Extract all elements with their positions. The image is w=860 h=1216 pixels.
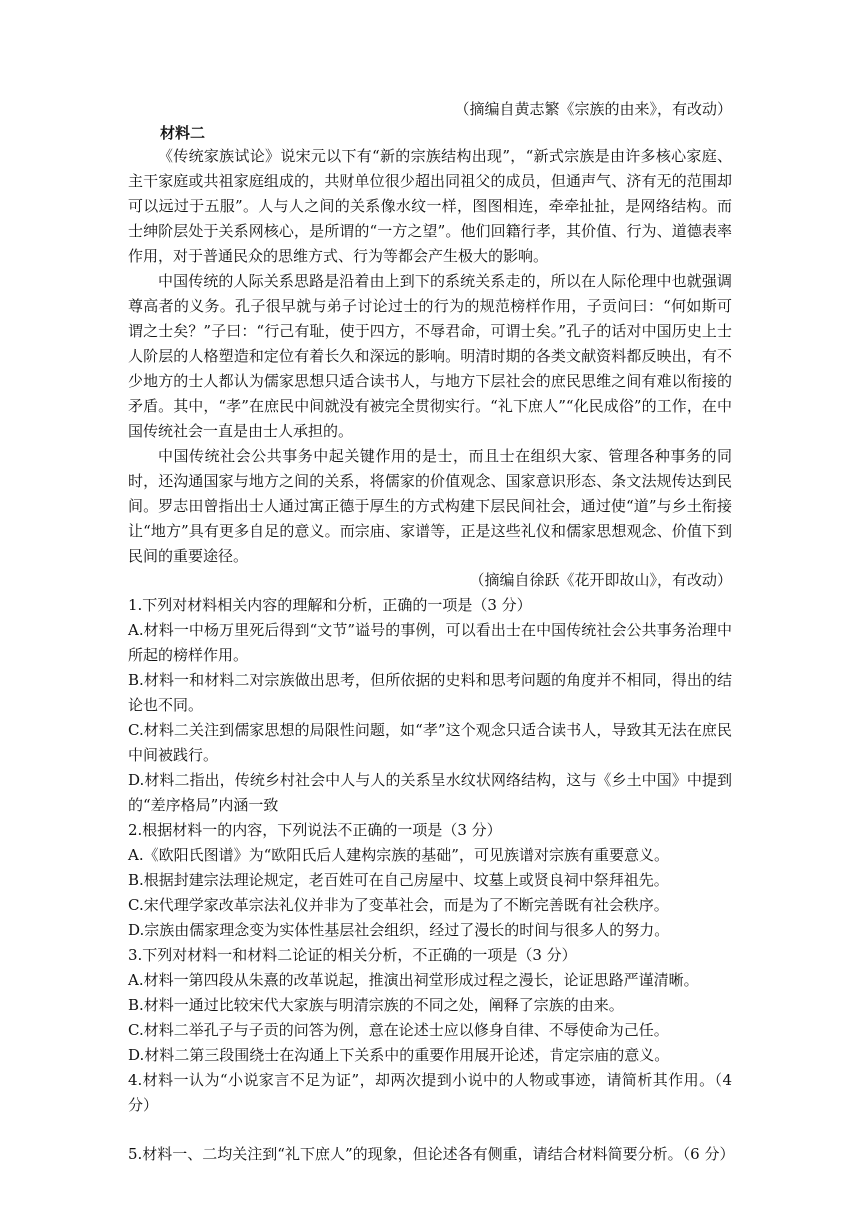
question-stem: 2.根据材料一的内容，下列说法不正确的一项是（3 分） <box>128 821 502 839</box>
material-2-heading: 材料二 <box>160 124 206 142</box>
question-option: D.材料二指出，传统乡村社会中人与人的关系呈水纹状网络结构，这与《乡土中国》中提到的“差序格局”内涵一致 <box>128 771 732 814</box>
question-stem: 1.下列对材料相关内容的理解和分析，正确的一项是（3 分） <box>128 596 532 614</box>
question-stem: 3.下列对材料一和材料二论证的相关分析，不正确的一项是（3 分） <box>128 946 577 964</box>
question-4 <box>128 1068 732 1118</box>
question-option: D.宗族由儒家理念变为实体性基层社会组织，经过了漫长的时间与很多人的努力。 <box>128 921 670 939</box>
question-option: B.材料一通过比较宋代大家族与明清宗族的不同之处，阐释了宗族的由来。 <box>128 996 624 1014</box>
material-2-paragraph: 《传统家族试论》说宋元以下有“新的宗族结构出现”，“新式宗族是由许多核心家庭、主干家庭或共祖家庭组成的，共财单位很少超出同祖父的成员，但通声气、济有无的范围却可以远过于五服”。人与人之间的关系像水纹一样，图图相连，牵牵扯扯，是网络结构。而士绅阶层处于关系网核心，是所谓的“一方之望”。他们回籍行孝，其价值、行为、道德表率作用，对于普通民众的思维方式、行为等都会产生极大的影响。 <box>128 147 732 265</box>
material-2-paragraph: 中国传统的人际关系思路是沿着由上到下的系统关系走的，所以在人际伦理中也就强调尊高者的义务。孔子很早就与弟子讨论过士的行为的规范榜样作用，子贡问曰：“何如斯可谓之士矣？”子曰：“行己有耻，使于四方，不辱君命，可谓士矣。”孔子的话对中国历史上士人阶层的人格塑造和定位有着长久和深远的影响。明清时期的各类文献资料都反映出，有不少地方的士人都认为儒家思想只适合读书人，与地方下层社会的庶民思维之间有难以衔接的矛盾。其中，“孝”在庶民中间就没有被完全贯彻实行。“礼下庶人”“化民成俗”的工作，在中国传统社会一直是由士人承担的。 <box>128 272 732 440</box>
answer-space <box>128 1118 732 1142</box>
question-stem: 4.材料一认为“小说家言不足为证”，却两次提到小说中的人物或事迹，请简析其作用。（4 分） <box>128 1071 732 1114</box>
question-stem: 5.材料一、二均关注到“礼下庶人”的现象，但论述各有侧重，请结合材料简要分析。（6 分） <box>128 1145 735 1163</box>
question-option: D.材料二第三段围绕士在沟通上下关系中的重要作用展开论述，肯定宗庙的意义。 <box>128 1046 670 1064</box>
question-option: A.材料一第四段从朱熹的改革说起，推演出祠堂形成过程之漫长，论证思路严谨清晰。 <box>128 971 699 989</box>
question-option: A.《欧阳氏图谱》为“欧阳氏后人建构宗族的基础”，可见族谱对宗族有重要意义。 <box>128 846 669 864</box>
question-option: C.宋代理学家改革宗法礼仪并非为了变革社会，而是为了不断完善既有社会秩序。 <box>128 896 669 914</box>
question-1 <box>128 593 732 818</box>
question-5 <box>128 1142 735 1167</box>
question-option: A.材料一中杨万里死后得到“文节”谥号的事例，可以看出士在中国传统社会公共事务治理中所起的榜样作用。 <box>128 621 732 664</box>
question-option: B.材料一和材料二对宗族做出思考，但所依据的史料和思考问题的角度并不相同，得出的结论也不同。 <box>128 671 732 714</box>
source-citation-2: （摘编自徐跃《花开即故山》，有改动） <box>469 571 732 589</box>
question-option: C.材料二举孔子与子贡的问答为例，意在论述士应以修身自律、不辱使命为己任。 <box>128 1021 669 1039</box>
question-option: C.材料二关注到儒家思想的局限性问题，如“孝”这个观念只适合读书人，导致其无法在庶民中间被践行。 <box>128 721 732 764</box>
question-option: B.根据封建宗法理论规定，老百姓可在自己房屋中、坟墓上或贤良祠中祭拜祖先。 <box>128 871 669 889</box>
question-2 <box>128 818 732 943</box>
material-2-paragraph: 中国传统社会公共事务中起关键作用的是士，而且士在组织大家、管理各种事务的同时，还沟通国家与地方之间的关系，将儒家的价值观念、国家意识形态、条文法规传达到民间。罗志田曾指出士人通过寓正德于厚生的方式构建下层民间社会，通过使“道”与乡土衔接让“地方”具有更多自足的意义。而宗庙、家谱等，正是这些礼仪和儒家思想观念、价值下到民间的重要途径。 <box>128 447 732 565</box>
question-3 <box>128 943 732 1068</box>
source-citation-1: （摘编自黄志繁《宗族的由来》，有改动） <box>454 100 732 118</box>
document-page <box>128 98 735 1167</box>
